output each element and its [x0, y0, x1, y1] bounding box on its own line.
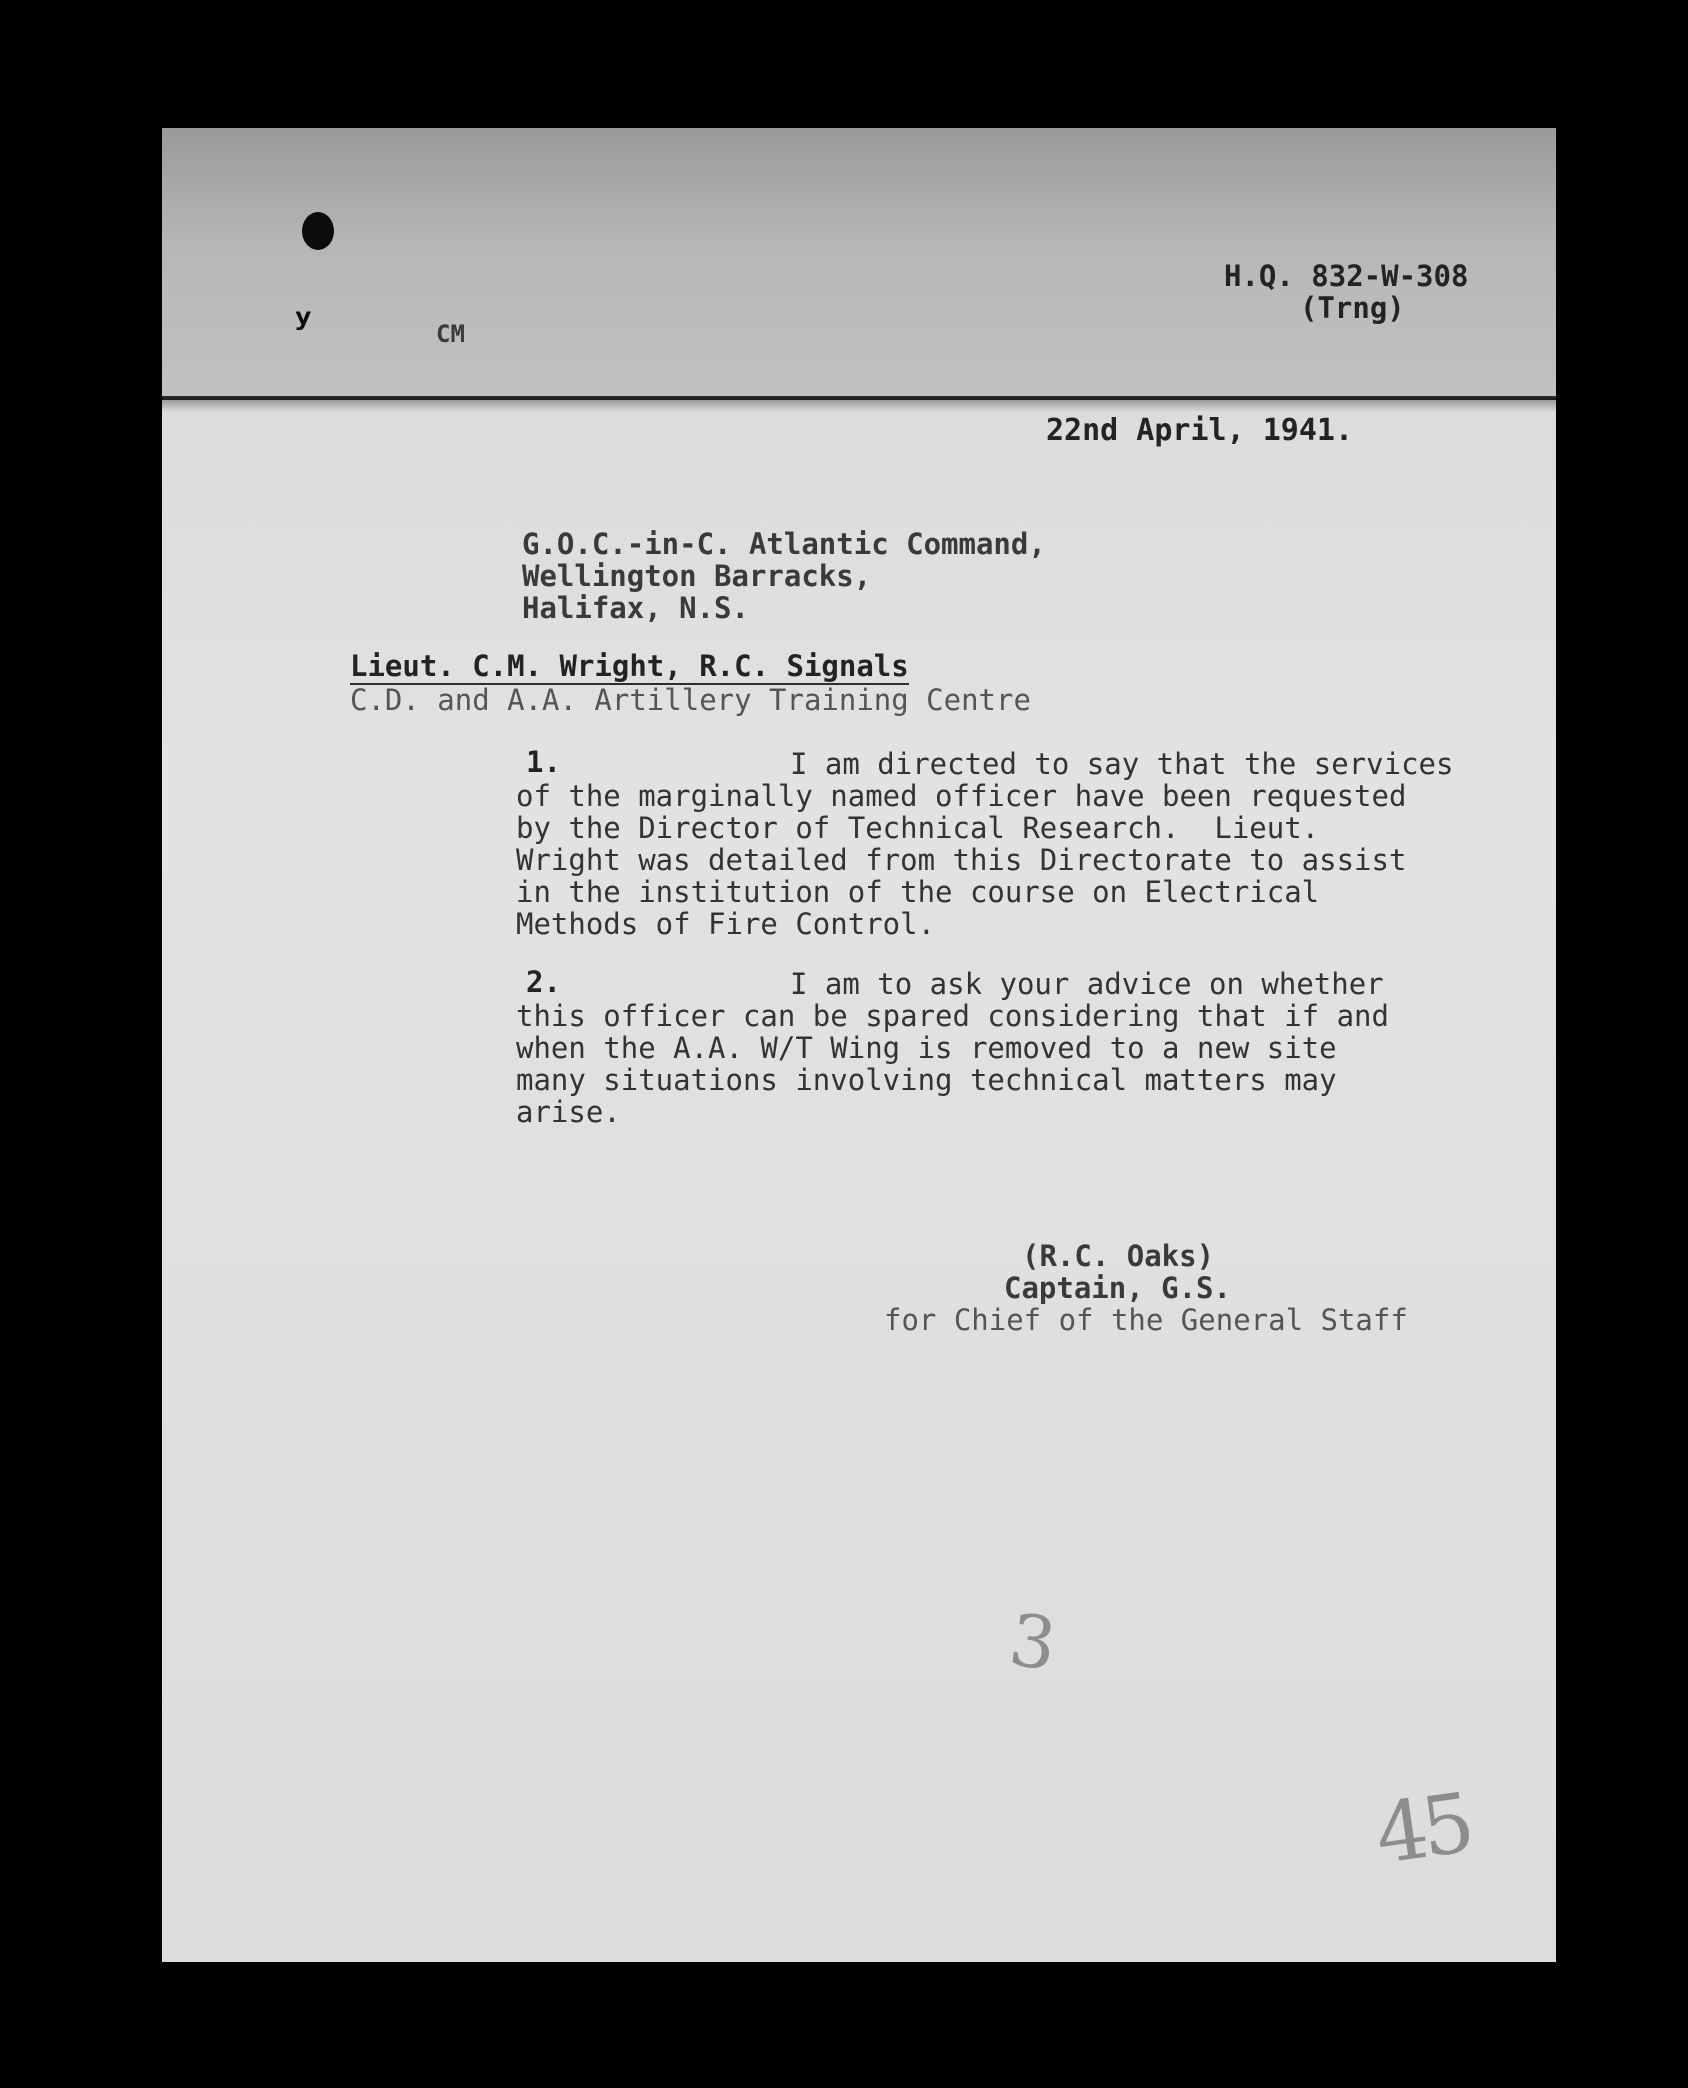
paragraph-1-line: I am directed to say that the services [790, 747, 1454, 781]
paragraph-1-number: 1. [526, 745, 561, 779]
paragraph-2-line: I am to ask your advice on whether [790, 967, 1384, 1001]
paragraph-2-line: when the A.A. W/T Wing is removed to a new site [516, 1031, 1337, 1065]
file-number: H.Q. 832-W-308 [1224, 259, 1469, 293]
paragraph-1-line: Methods of Fire Control. [516, 907, 936, 941]
cm-mark: CM [436, 320, 465, 348]
punch-hole [302, 212, 334, 250]
paragraph-2-line: many situations involving technical matters may [516, 1063, 1337, 1097]
addressee-line-2: Wellington Barracks, [522, 559, 872, 593]
subject-line-2: C.D. and A.A. Artillery Training Centre [350, 683, 1031, 717]
subject-line-1: Lieut. C.M. Wright, R.C. Signals [350, 649, 909, 683]
tear-mark: ʸ [290, 299, 317, 350]
paragraph-1-line: Wright was detailed from this Directorate to assist [516, 843, 1407, 877]
header-strip-shadow [162, 398, 1556, 412]
addressee-line-3: Halifax, N.S. [522, 591, 749, 625]
handwritten-page-number: 45 [1369, 1776, 1475, 1883]
letter-date: 22nd April, 1941. [1046, 413, 1354, 448]
paragraph-2-line: this officer can be spared considering that if and [516, 999, 1389, 1033]
signature-name: (R.C. Oaks) [1022, 1239, 1215, 1273]
addressee-line-1: G.O.C.-in-C. Atlantic Command, [522, 527, 1046, 561]
file-number-sub: (Trng) [1300, 291, 1405, 325]
paragraph-2-number: 2. [526, 965, 561, 999]
paragraph-1-line: in the institution of the course on Electrical [516, 875, 1320, 909]
paragraph-1-line: of the marginally named officer have been requested [516, 779, 1407, 813]
signature-for: for Chief of the General Staff [884, 1303, 1408, 1337]
handwritten-mark: 3 [1004, 1597, 1062, 1687]
signature-rank: Captain, G.S. [1004, 1271, 1231, 1305]
paragraph-1-line: by the Director of Technical Research. Lieut. [516, 811, 1320, 845]
paragraph-2-line: arise. [516, 1095, 621, 1129]
